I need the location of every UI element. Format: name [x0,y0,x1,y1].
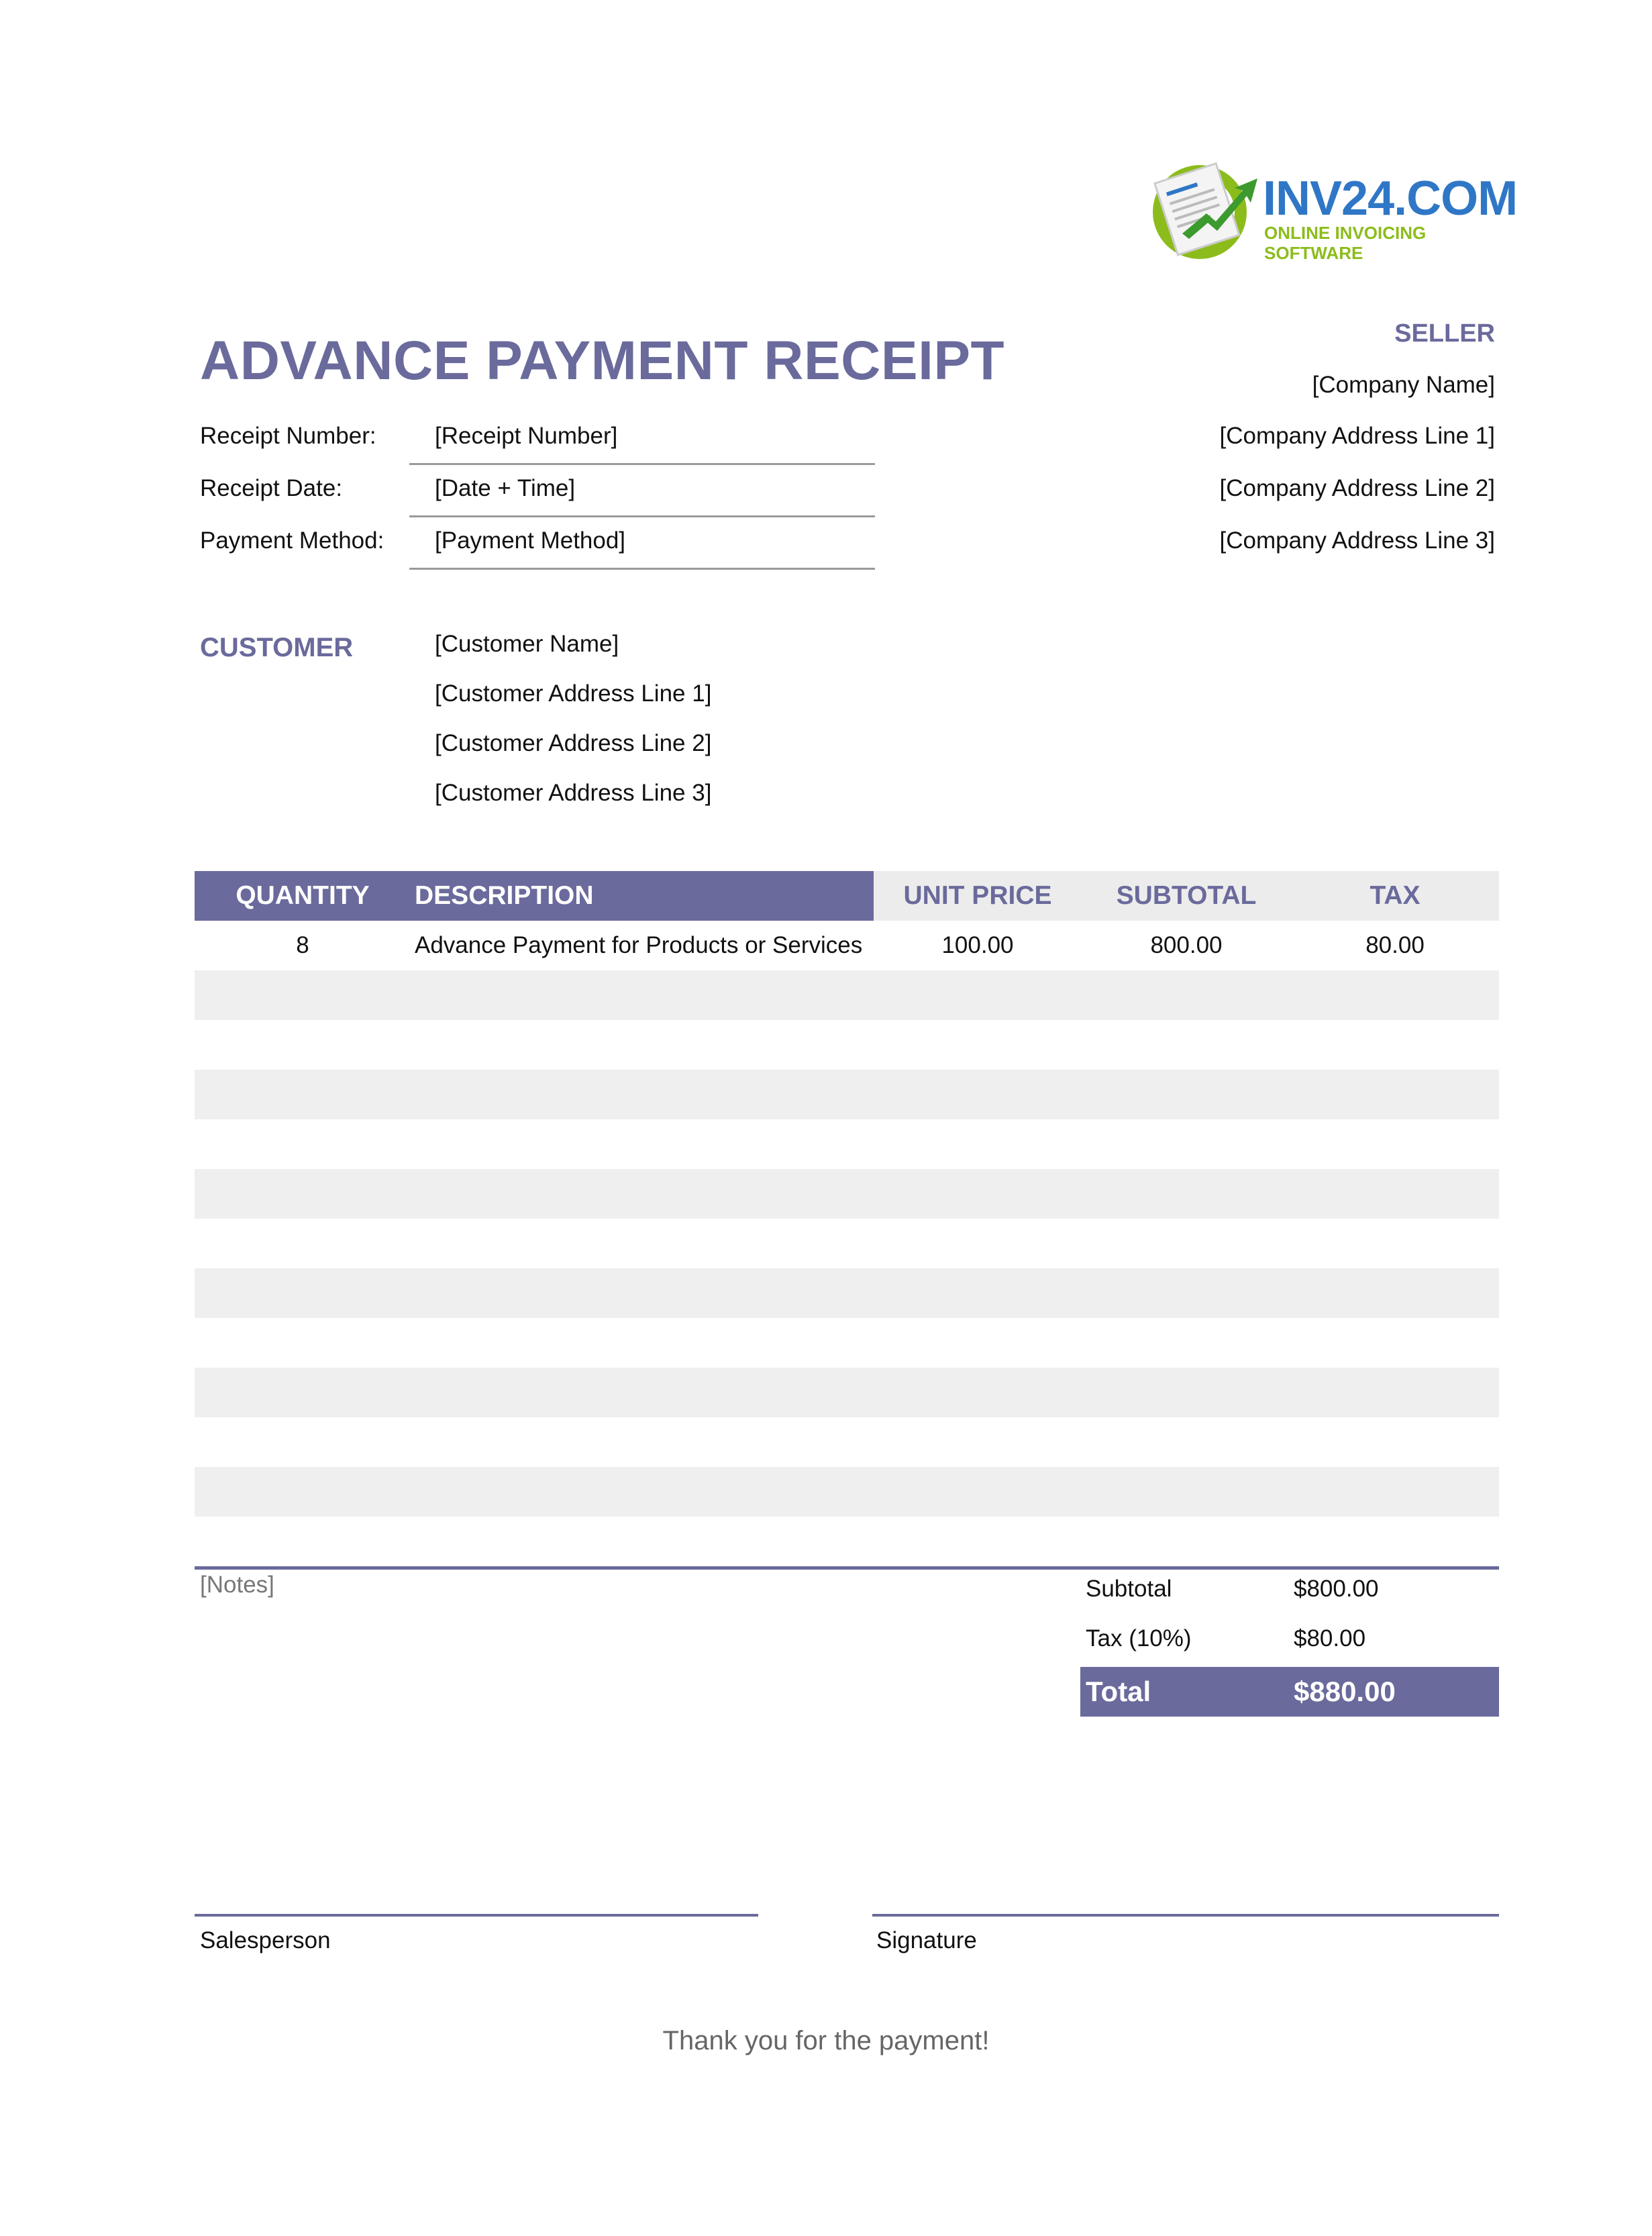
empty-table-row[interactable] [195,1467,1499,1517]
row-quantity: 8 [296,932,309,958]
table-header [195,871,1499,921]
logo-tagline: ONLINE INVOICING SOFTWARE [1264,223,1427,263]
table-row[interactable] [195,921,1499,970]
empty-table-row[interactable] [195,1169,1499,1219]
subtotal-label: Subtotal [1086,1576,1172,1602]
receipt-number-label: Receipt Number: [200,423,376,449]
logo-brand-text: INV24.COM [1263,172,1518,225]
customer-address-line-1[interactable]: [Customer Address Line 1] [435,680,712,707]
receipt-date-underline [409,515,875,517]
payment-method-underline [409,568,875,570]
empty-table-row[interactable] [195,1219,1499,1268]
customer-address-line-3[interactable]: [Customer Address Line 3] [435,780,712,806]
notes-field[interactable]: [Notes] [200,1572,274,1598]
table-bottom-rule [195,1566,1499,1570]
seller-address-line-3[interactable]: [Company Address Line 3] [1219,527,1495,554]
company-logo [1149,158,1518,263]
empty-table-row[interactable] [195,1070,1499,1119]
customer-name[interactable]: [Customer Name] [435,631,619,657]
empty-table-row[interactable] [195,1417,1499,1467]
total-label: Total [1086,1676,1151,1707]
customer-heading: CUSTOMER [200,633,354,662]
empty-table-row[interactable] [195,1368,1499,1417]
document-title: ADVANCE PAYMENT RECEIPT [200,330,1005,391]
empty-table-row[interactable] [195,1119,1499,1169]
header-description: DESCRIPTION [415,881,594,910]
receipt-number-value[interactable]: [Receipt Number] [435,423,618,449]
empty-table-row[interactable] [195,1268,1499,1318]
seller-heading: SELLER [1394,319,1495,348]
receipt-date-value[interactable]: [Date + Time] [435,475,576,501]
row-unit-price: 100.00 [941,932,1014,958]
salesperson-label: Salesperson [200,1927,331,1953]
tax-value: $80.00 [1294,1625,1366,1651]
signature-label: Signature [876,1927,977,1953]
seller-address-line-1[interactable]: [Company Address Line 1] [1219,423,1495,449]
salesperson-line [195,1914,758,1917]
customer-address-line-2[interactable]: [Customer Address Line 2] [435,730,712,756]
payment-method-label: Payment Method: [200,527,384,554]
header-unit-price: UNIT PRICE [903,881,1052,910]
signature-line [872,1914,1499,1917]
receipt-date-label: Receipt Date: [200,475,343,501]
header-quantity: QUANTITY [236,881,370,910]
tax-label: Tax (10%) [1086,1625,1192,1651]
total-bar [1080,1667,1499,1717]
row-tax: 80.00 [1365,932,1425,958]
subtotal-value: $800.00 [1294,1576,1379,1602]
empty-table-row[interactable] [195,1318,1499,1368]
items-table [195,871,1499,1517]
empty-table-row[interactable] [195,1020,1499,1070]
header-subtotal: SUBTOTAL [1116,881,1257,910]
row-description: Advance Payment for Products or Services [415,932,863,958]
receipt-number-underline [409,463,875,465]
seller-address-line-2[interactable]: [Company Address Line 2] [1219,475,1495,501]
row-subtotal: 800.00 [1150,932,1223,958]
seller-company-name[interactable]: [Company Name] [1312,372,1495,398]
logo-icon [1149,158,1263,259]
payment-method-value[interactable]: [Payment Method] [435,527,626,554]
empty-table-row[interactable] [195,970,1499,1020]
header-tax: TAX [1370,881,1421,910]
total-value: $880.00 [1294,1676,1396,1707]
thank-you-message: Thank you for the payment! [662,2026,990,2055]
